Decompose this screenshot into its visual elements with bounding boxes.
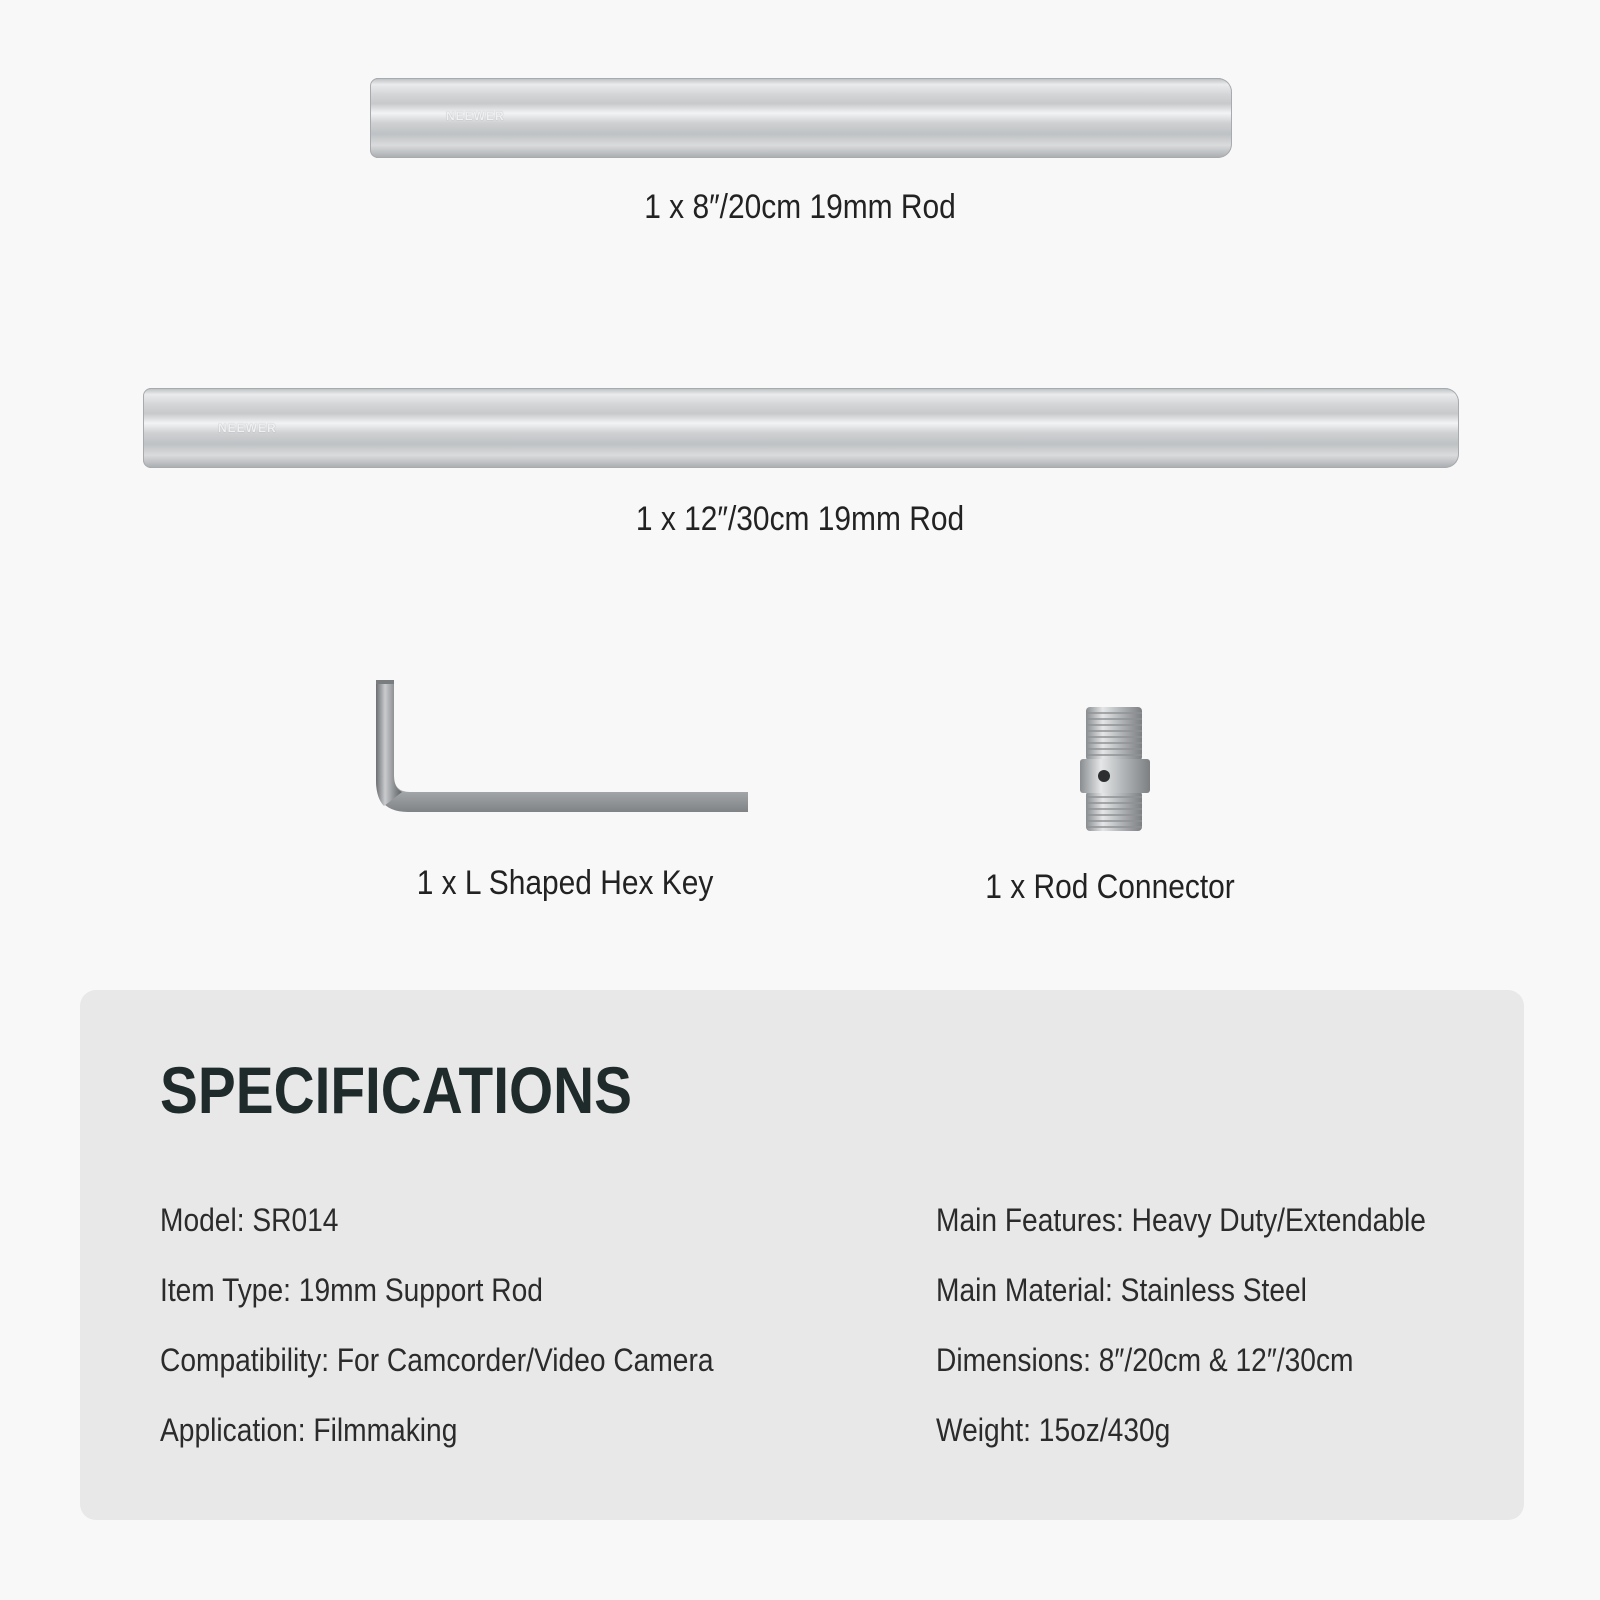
rod-connector-product [1080,705,1150,835]
rod-connector-caption: 1 x Rod Connector [985,868,1235,906]
spec-model: Model: SR014 [160,1202,339,1238]
spec-weight: Weight: 15oz/430g [936,1412,1171,1448]
specifications-panel [80,990,1524,1520]
short-rod-caption: 1 x 8″/20cm 19mm Rod [644,188,956,226]
spec-application: Application: Filmmaking [160,1412,458,1448]
short-rod-brand-logo: NEEWER [446,109,505,123]
specifications-title: SPECIFICATIONS [160,1053,632,1127]
long-rod-image [143,388,1459,468]
rod-connector-icon [1080,705,1150,835]
long-rod-brand-logo: NEEWER [218,421,277,435]
specifications-left-column [160,1200,789,1480]
spec-compatibility: Compatibility: For Camcorder/Video Camera [160,1342,714,1378]
hex-key-product [370,680,750,825]
hex-key-icon [370,680,750,825]
spec-main-material: Main Material: Stainless Steel [936,1272,1307,1308]
hex-key-caption: 1 x L Shaped Hex Key [416,864,714,902]
short-rod-image [370,78,1232,158]
spec-item-type: Item Type: 19mm Support Rod [160,1272,543,1308]
spec-main-features: Main Features: Heavy Duty/Extendable [936,1202,1426,1238]
spec-dimensions: Dimensions: 8″/20cm & 12″/30cm [936,1342,1354,1378]
specifications-right-column [936,1200,1493,1480]
long-rod-caption: 1 x 12″/30cm 19mm Rod [635,500,965,538]
